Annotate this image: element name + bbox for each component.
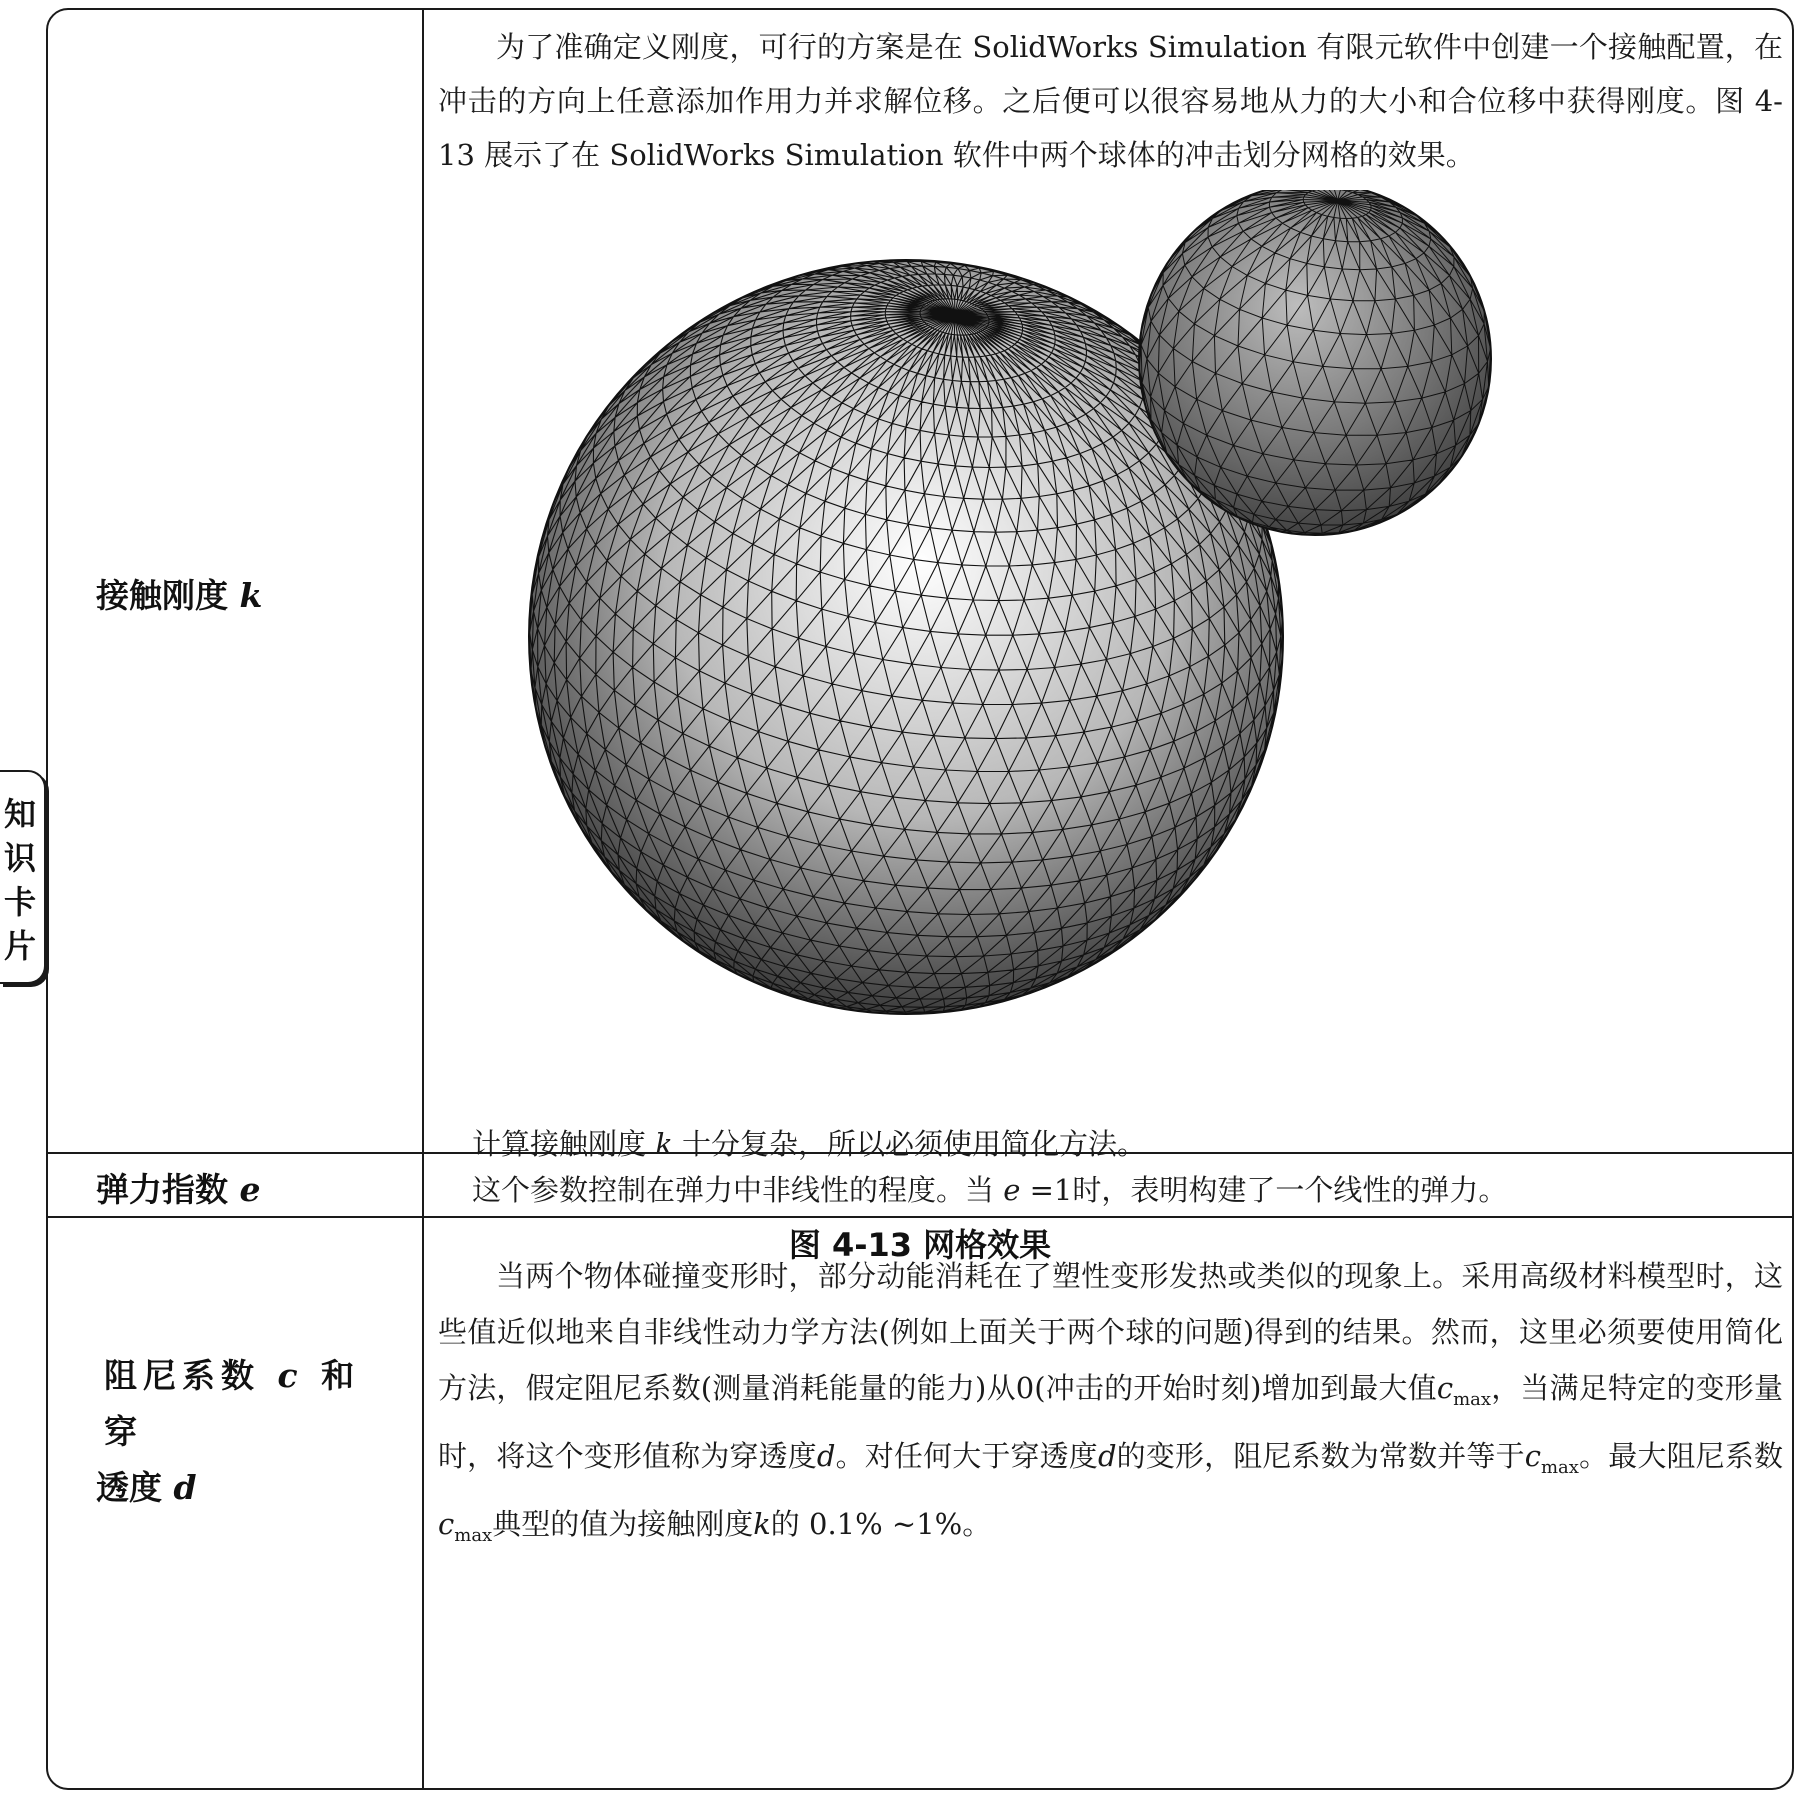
side-tab-label: 知识卡片	[3, 795, 36, 965]
row-label-exponent	[96, 1164, 261, 1211]
damping-text-3: 。对任何大于穿透度	[835, 1438, 1098, 1473]
stiffness-paragraph: 为了准确定义刚度，可行的方案是在 SolidWorks Simulation 有限元软件中创建一个接触配置，在冲击的方向上任意添加作用力并求解位移。之后便可以很容易地从力的大小和合位移中获得刚度。图 4-13 展示了在 SolidWorks Simulation 软件中两个球体的冲击划分网格的效果。	[438, 30, 1783, 172]
side-tab	[0, 770, 46, 984]
row-divider-2	[48, 1216, 1792, 1218]
damping-text-1: 当两个物体碰撞变形时，部分动能消耗在了塑性变形发热或类似的现象上。采用高级材料模型时，这些值近似地来自非线性动力学方法(例如上面关于两个球的问题)得到的结果。然而，这里必须要使用简化方法，假定阻尼系数(测量消耗能量的能力)从0(冲击的开始时刻)增加到最大值	[438, 1259, 1783, 1405]
damping-label-1: 阻尼系数	[104, 1356, 260, 1395]
stiffness-note	[472, 1122, 1146, 1163]
damping-label-var2: d	[173, 1468, 197, 1507]
figure-caption: 图 4-13 网格效果	[788, 1226, 1052, 1264]
row-label-stiffness	[96, 570, 262, 617]
note-var: k	[655, 1127, 673, 1161]
damping-text-6: 典型的值为接触刚度	[492, 1506, 754, 1541]
row-label-text: 接触刚度	[96, 576, 228, 615]
note-suffix: 十分复杂，所以必须使用简化方法。	[682, 1127, 1147, 1161]
exponent-prefix: 这个参数控制在弹力中非线性的程度。当	[472, 1173, 995, 1207]
damping-text-7: 的 0.1% ~1%。	[770, 1506, 992, 1541]
damping-d: d	[816, 1438, 836, 1473]
exponent-text	[472, 1168, 1507, 1209]
row-label-text: 弹力指数	[96, 1170, 228, 1209]
sphere-mesh-figure	[424, 190, 1794, 1180]
damping-label-var1: c	[277, 1356, 304, 1395]
row-label-damping	[96, 1348, 396, 1516]
damping-label-2: 透度	[96, 1468, 162, 1507]
damping-c2: c	[1524, 1438, 1541, 1473]
exponent-var: e	[1003, 1173, 1021, 1207]
damping-text-4: 的变形，阻尼系数为常数并等于	[1116, 1438, 1525, 1473]
damping-c: c	[1436, 1371, 1454, 1405]
row-label-var: e	[239, 1170, 261, 1209]
damping-c-sub: max	[1453, 1388, 1492, 1410]
exponent-suffix: =1时，表明构建了一个线性的弹力。	[1029, 1173, 1508, 1207]
damping-c2-sub: max	[1540, 1456, 1579, 1478]
damping-text-2: ，当满足特定的变形量时，将这个变形值称为穿透度	[438, 1371, 1783, 1473]
damping-c3-sub: max	[454, 1524, 493, 1546]
damping-c3: c	[438, 1506, 455, 1541]
damping-label-mid: 和穿	[104, 1356, 361, 1451]
damping-paragraph	[438, 1248, 1783, 1563]
damping-k: k	[753, 1506, 771, 1541]
damping-text-5: 。最大阻尼系数	[1578, 1438, 1783, 1473]
note-prefix: 计算接触刚度	[472, 1127, 647, 1161]
damping-d2: d	[1097, 1438, 1117, 1473]
knowledge-card-table	[46, 8, 1794, 1790]
row-label-var: k	[239, 576, 263, 615]
